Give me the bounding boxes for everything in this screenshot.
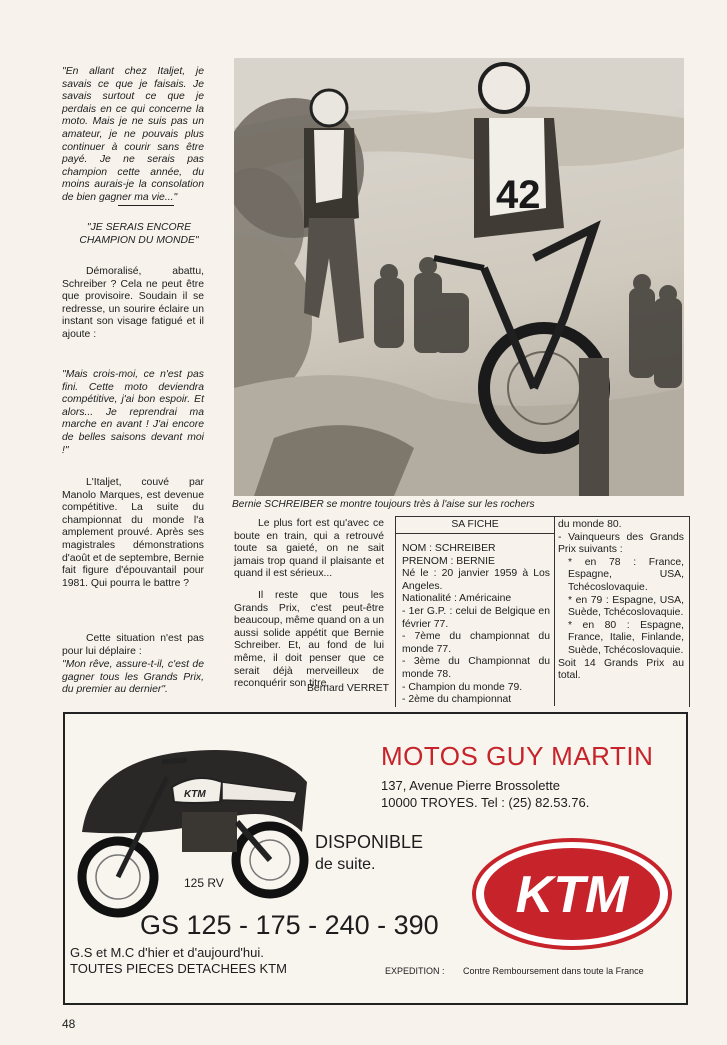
fiche-prenom: PRENOM : BERNIE [402, 555, 495, 567]
quote-crois-moi: "Mais crois-moi, ce n'est pas fini. Cette moto deviendra compétitive, j'ai bon espoir. Et alors... Je reprendrai ma marche en avant ! J'ai encore de belles saisons devant moi !" [62, 369, 204, 456]
fiche-item: - 2ème du championnat [402, 694, 512, 706]
pull-quote: "JE SERAIS ENCORE CHAMPION DU MONDE" [79, 222, 199, 246]
available-subtitle: de suite. [315, 856, 376, 873]
fiche-item: - Champion du monde 79. [402, 681, 523, 693]
quote-intro: "En allant chez Italjet, je savais ce que je faisais. Je savais surtout ce que je perdais en ce qui concerne la moto. Mais je ne suis pas un amateur, je ne pouvais plus continuer à courir sans être payé. Je ne serais pas champion cette année, du moins aurais-je la consolation de bien gagner ma vie..." [62, 66, 204, 203]
fiche-title: SA FICHE [451, 519, 499, 530]
fiche-right-line: Soit 14 Grands Prix au total. [558, 657, 684, 682]
paragraph-boute-en-train: Le plus fort est qu'avec ce boute en train, qui a retrouvé toute sa gaieté, on ne sait jamais trop quand il plaisante et quand il est sérieux... [234, 518, 384, 580]
fiche-right-line: * en 79 : Espagne, USA, Suède, Tchécoslovaquie. [568, 594, 684, 619]
fiche-right-line: du monde 80. [558, 519, 622, 530]
shop-city-phone: 10000 TROYES. Tel : (25) 82.53.76. [381, 795, 590, 810]
fiche-right-line: * en 78 : France, Espagne, USA, Tchécoslovaquie. [568, 556, 684, 593]
tank-brand-label: KTM [184, 789, 206, 800]
quote-reve: "Mon rêve, assure-t-il, c'est de gagner tous les Grands Prix, du premier au dernier". [62, 659, 204, 696]
fiche-naissance: Né le : 20 janvier 1959 à Los Angeles. [402, 568, 550, 592]
available-label: DISPONIBLE [315, 832, 424, 852]
fiche-item: - 1er G.P. : celui de Belgique en février 77. [402, 605, 550, 630]
rider-photo [234, 58, 684, 496]
fiche-nom: NOM : SCHREIBER [402, 543, 496, 554]
paragraph-italjet: L'Italjet, couvé par Manolo Marques, est devenue compétitive. La suite du championnat du monde l'a amplement prouvé. Après ses magistrales démonstrations d'août et de septembre, Bernie fait figure d'épouvantail pour 1981. Qui pourra le battre ? [62, 477, 204, 589]
divider-rule [118, 205, 174, 206]
photo-caption: Bernie SCHREIBER se montre toujours très à l'aise sur les rochers [232, 499, 535, 510]
model-range: GS 125 - 175 - 240 - 390 [140, 910, 439, 940]
shipping-text: Contre Remboursement dans toute la France [463, 966, 644, 976]
fiche-divider [395, 533, 555, 534]
bib-number: 42 [496, 173, 541, 217]
shop-name: MOTOS GUY MARTIN [381, 741, 654, 771]
fiche-right-column [558, 519, 684, 683]
ad-parts: TOUTES PIECES DETACHEES KTM [70, 961, 287, 976]
model-label: 125 RV [184, 876, 224, 890]
fiche-right-line: - Vainqueurs des Grands Prix suivants : [558, 531, 684, 556]
author: Bernard VERRET [307, 683, 389, 694]
fiche-nationalite: Nationalité : Américaine [402, 593, 512, 605]
fiche-item: - 3ème du Championnat du monde 78. [402, 656, 550, 680]
fiche-column-divider [554, 516, 555, 706]
paragraph-demoralise: Démoralisé, abattu, Schreiber ? Cela ne peut être que provisoire. Soudain il se redresse, un sourire éclaire un instant son visage fatigué et il ajoute : [62, 266, 204, 340]
ktm-motorcycle-image [72, 742, 310, 920]
fiche-item: - 7ème du championnat du monde 77. [402, 631, 550, 655]
ktm-logo [472, 838, 672, 950]
ktm-logo-text: KTM [515, 866, 629, 924]
ad-tagline: G.S et M.C d'hier et d'aujourd'hui. [70, 945, 264, 960]
fiche-left-column [402, 543, 550, 707]
shipping-label: EXPEDITION : [385, 966, 445, 976]
fiche-right-line: * en 80 : Espagne, France, Italie, Finlande, Suède, Tchécoslovaquie. [568, 619, 684, 656]
shop-address: 137, Avenue Pierre Brossolette [381, 778, 560, 793]
paragraph-situation: Cette situation n'est pas pour lui déplaire : [62, 633, 204, 657]
paragraph-grands-prix: Il reste que tous les Grands Prix, c'est peut-être beaucoup, même quand on a un aussi solide appétit que Bernie Schreiber. Et, au fond de lui même, il doit penser que ce serait déjà merveilleux de reconquérir son titre. [234, 590, 384, 690]
page-number: 48 [62, 1017, 76, 1031]
